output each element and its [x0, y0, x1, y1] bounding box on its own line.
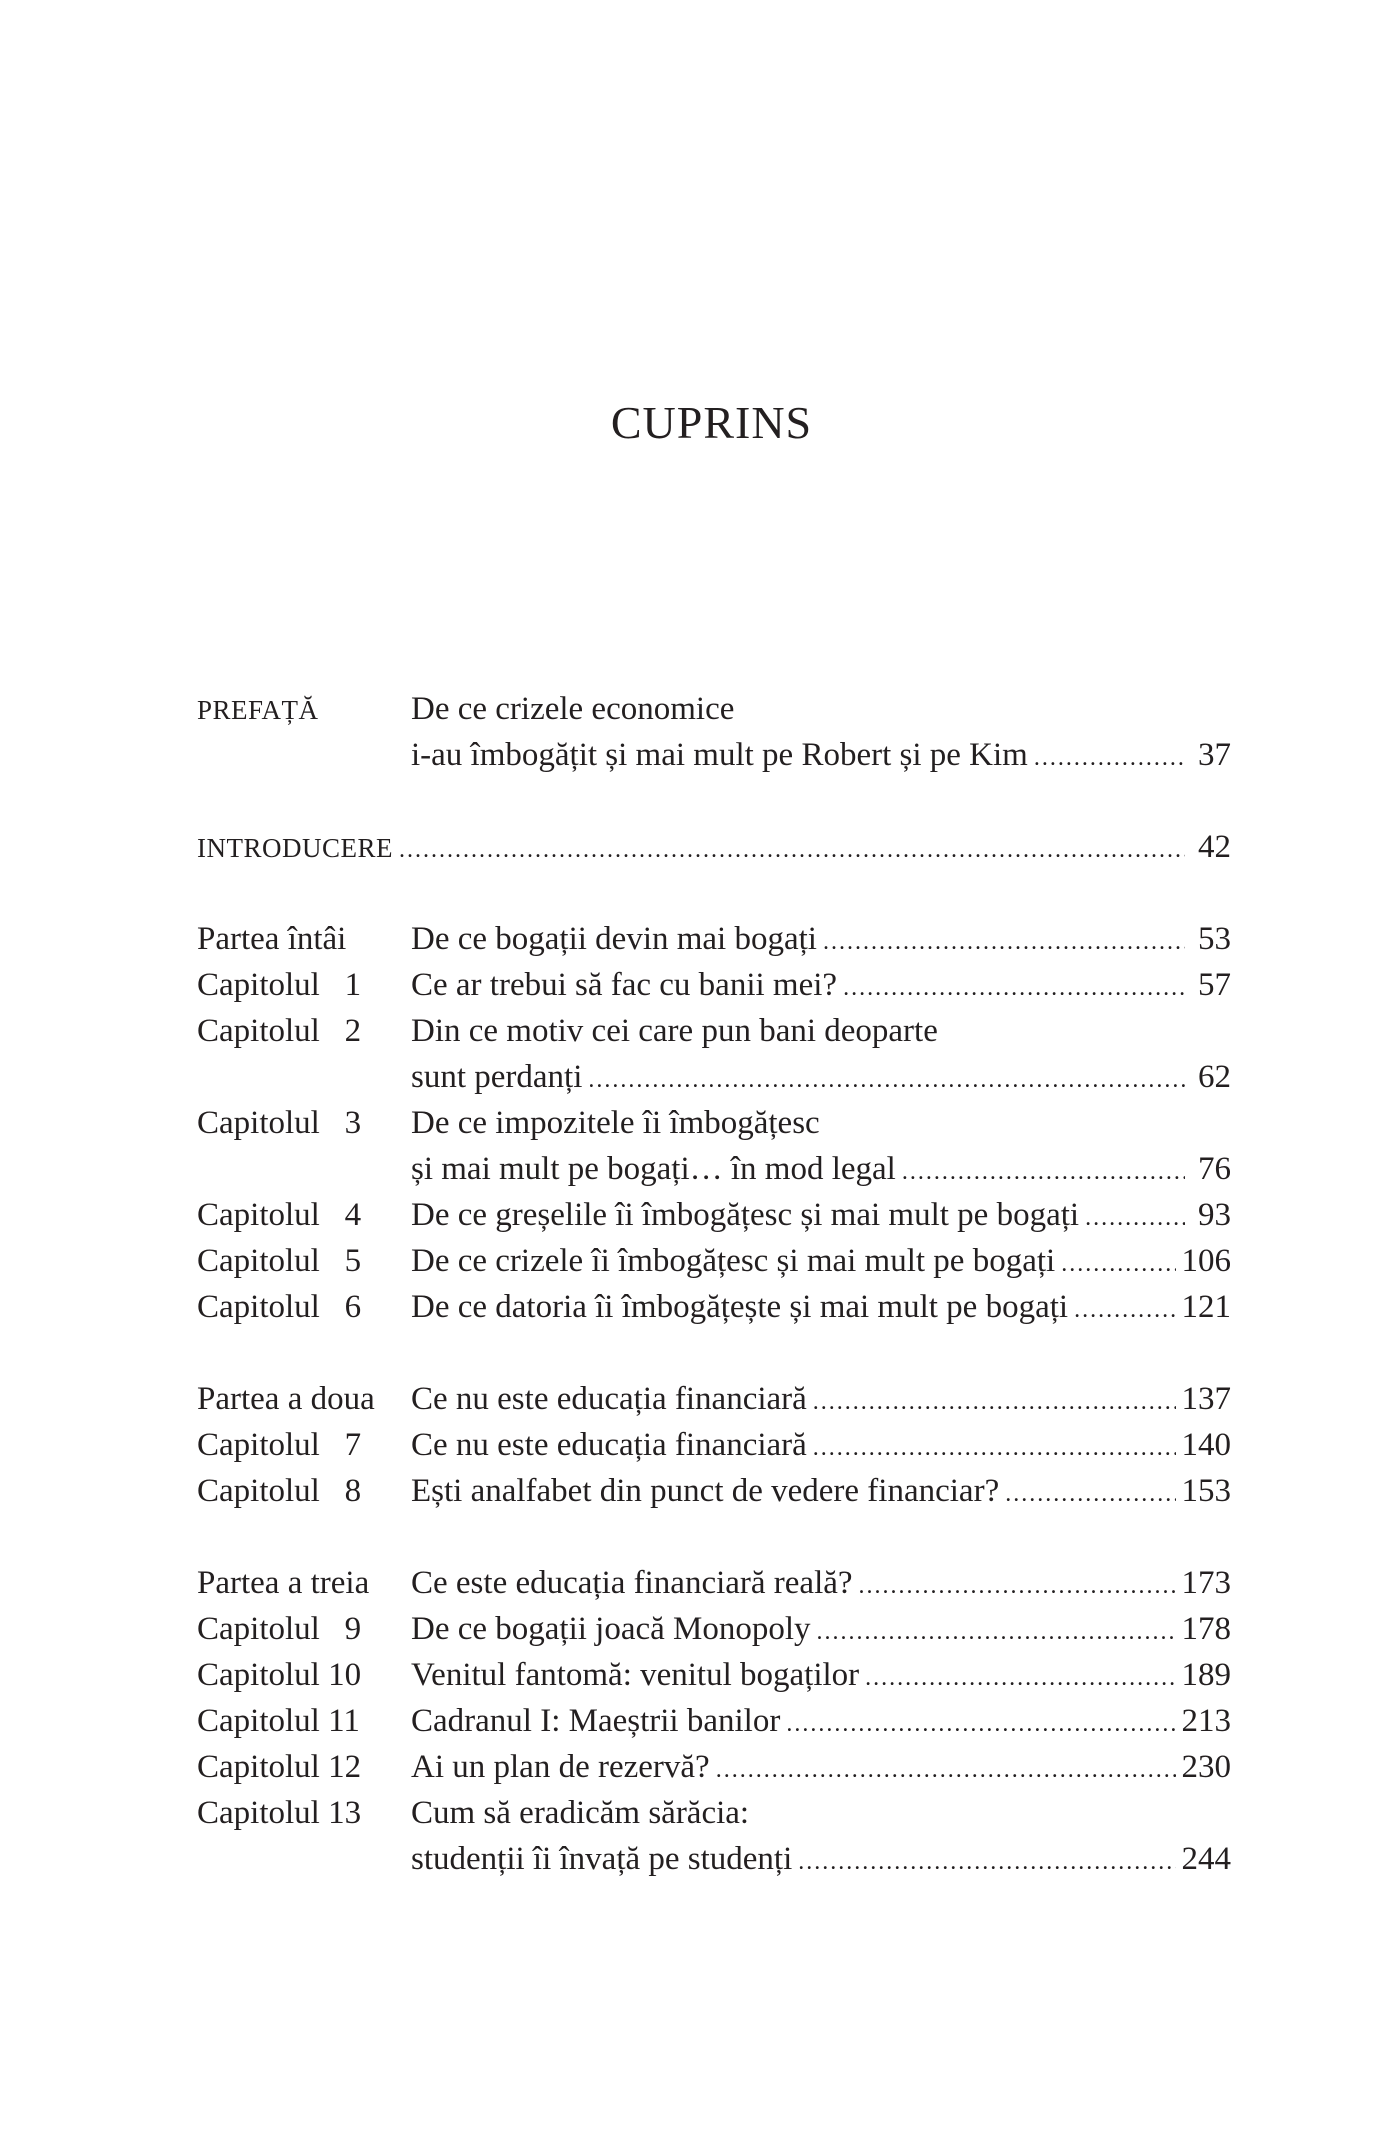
toc-page-number: 153: [1181, 1473, 1231, 1509]
toc-entry-capitolul-8: [197, 1468, 1231, 1514]
dot-leader: [817, 1609, 1176, 1655]
toc-page-number: 230: [1181, 1749, 1231, 1785]
toc-page-number: 173: [1181, 1565, 1231, 1601]
toc-page-number: 76: [1198, 1151, 1231, 1187]
toc-page-number: 137: [1181, 1381, 1231, 1417]
dot-leader: [902, 1149, 1185, 1195]
dot-leader: [865, 1655, 1175, 1701]
dot-leader: [588, 1057, 1185, 1103]
toc-title: De ce bogații devin mai bogați: [411, 921, 817, 957]
toc-title: Ce nu este educația financiară: [411, 1381, 807, 1417]
dot-leader: [843, 965, 1185, 1011]
toc-title: Ai un plan de rezervă?: [411, 1749, 710, 1785]
toc-entry-prefata: [197, 686, 1231, 778]
toc-label: Capitolul 13: [197, 1795, 362, 1831]
toc-label: Partea întâi: [197, 921, 347, 957]
dot-leader: [1034, 735, 1185, 781]
toc-label: Capitolul 7: [197, 1427, 362, 1463]
toc-title: sunt perdanți: [411, 1059, 583, 1095]
toc-title: Ești analfabet din punct de vedere financiar?: [411, 1473, 1000, 1509]
toc-title: studenții îi învață pe studenți: [411, 1841, 793, 1877]
toc-label: Capitolul 11: [197, 1703, 360, 1739]
toc-page-number: 121: [1181, 1289, 1231, 1325]
toc-entry-partea-3: [197, 1560, 1231, 1606]
toc-title: De ce datoria îi îmbogățește și mai mult pe bogați: [411, 1289, 1069, 1325]
toc-title: i-au îmbogățit și mai mult pe Robert și pe Kim: [411, 737, 1028, 773]
toc-page-number: 62: [1198, 1059, 1231, 1095]
toc-page-number: 93: [1198, 1197, 1231, 1233]
dot-leader: [813, 1379, 1176, 1425]
toc-page-number: 37: [1198, 737, 1231, 773]
toc-title: Ce este educația financiară reală?: [411, 1565, 853, 1601]
toc-label: INTRODUCERE: [197, 833, 393, 863]
toc-label: Partea a treia: [197, 1565, 370, 1601]
toc-entry-partea-2: [197, 1376, 1231, 1422]
toc-label: Capitolul 3: [197, 1105, 362, 1141]
dot-leader: [1005, 1471, 1175, 1517]
dot-leader: [1061, 1241, 1175, 1287]
dot-leader: [716, 1747, 1176, 1793]
toc-entry-capitolul-1: [197, 962, 1231, 1008]
dot-leader: [399, 827, 1185, 873]
toc-label: Capitolul 2: [197, 1013, 362, 1049]
dot-leader: [1085, 1195, 1185, 1241]
toc-entry-capitolul-12: [197, 1744, 1231, 1790]
toc-page-number: 106: [1181, 1243, 1231, 1279]
toc-entry-capitolul-9: [197, 1606, 1231, 1652]
dot-leader: [813, 1425, 1176, 1471]
toc-label: Capitolul 10: [197, 1657, 362, 1693]
toc-label: Partea a doua: [197, 1381, 375, 1417]
toc-title: Din ce motiv cei care pun bani deoparte: [411, 1013, 938, 1049]
toc-entry-capitolul-2: [197, 1008, 1231, 1100]
toc-page-number: 53: [1198, 921, 1231, 957]
toc-entry-capitolul-3: [197, 1100, 1231, 1192]
dot-leader: [859, 1563, 1176, 1609]
toc-title: De ce crizele economice: [411, 691, 735, 727]
toc-title: De ce greșelile îi îmbogățesc și mai mult pe bogați: [411, 1197, 1080, 1233]
toc-page-number: 140: [1181, 1427, 1231, 1463]
toc-entry-capitolul-5: [197, 1238, 1231, 1284]
toc-title: De ce bogații joacă Monopoly: [411, 1611, 811, 1647]
toc-entry-capitolul-10: [197, 1652, 1231, 1698]
toc-label: Capitolul 6: [197, 1289, 362, 1325]
toc-title: Cadranul I: Maeștrii banilor: [411, 1703, 781, 1739]
toc-title: Ce nu este educația financiară: [411, 1427, 807, 1463]
toc-entry-partea-1: [197, 916, 1231, 962]
toc-title: De ce impozitele îi îmbogățesc: [411, 1105, 820, 1141]
toc-entry-capitolul-11: [197, 1698, 1231, 1744]
toc-page-number: 42: [1198, 829, 1231, 865]
toc-entry-capitolul-4: [197, 1192, 1231, 1238]
toc-label: Capitolul 9: [197, 1611, 362, 1647]
dot-leader: [823, 919, 1185, 965]
toc-title: Cum să eradicăm sărăcia:: [411, 1795, 750, 1831]
toc-label: Capitolul 4: [197, 1197, 362, 1233]
table-of-contents: [197, 686, 1231, 1882]
toc-label: Capitolul 8: [197, 1473, 362, 1509]
toc-page-number: 189: [1181, 1657, 1231, 1693]
toc-page-number: 244: [1181, 1841, 1231, 1877]
toc-title: Ce ar trebui să fac cu banii mei?: [411, 967, 838, 1003]
toc-entry-capitolul-7: [197, 1422, 1231, 1468]
toc-label: Capitolul 12: [197, 1749, 362, 1785]
toc-label: PREFAȚĂ: [197, 695, 319, 725]
toc-label: Capitolul 5: [197, 1243, 362, 1279]
dot-leader: [786, 1701, 1175, 1747]
page-title: CUPRINS: [610, 397, 813, 448]
toc-entry-capitolul-13: [197, 1790, 1231, 1882]
toc-page-number: 178: [1181, 1611, 1231, 1647]
toc-title: De ce crizele îi îmbogățesc și mai mult pe bogați: [411, 1243, 1056, 1279]
toc-entry-capitolul-6: [197, 1284, 1231, 1330]
toc-entry-introducere: [197, 824, 1231, 870]
dot-leader: [798, 1839, 1175, 1885]
toc-page-number: 57: [1198, 967, 1231, 1003]
toc-title: Venitul fantomă: venitul bogaților: [411, 1657, 860, 1693]
toc-page-number: 213: [1181, 1703, 1231, 1739]
toc-label: Capitolul 1: [197, 967, 362, 1003]
dot-leader: [1074, 1287, 1175, 1333]
toc-title: și mai mult pe bogați… în mod legal: [411, 1151, 896, 1187]
